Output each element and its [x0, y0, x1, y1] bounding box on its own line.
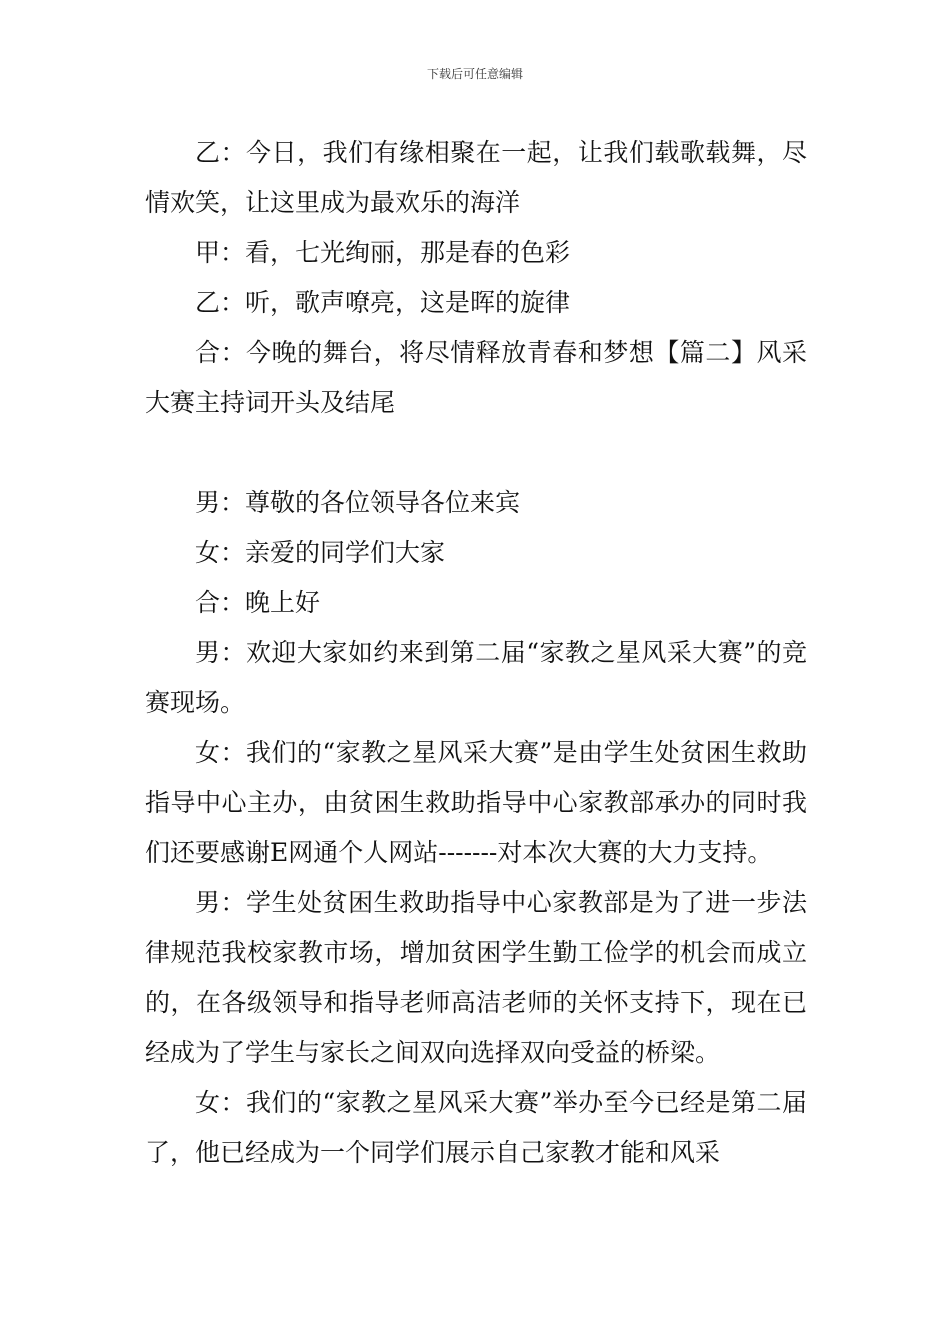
paragraph: 女：亲爱的同学们大家: [195, 538, 446, 567]
paragraph: 女：我们的“家教之星风采大赛”举办至今已经是第二届了，他已经成为一个同学们展示自己家教才能和风采: [145, 1088, 807, 1167]
paragraph: 男：尊敬的各位领导各位来宾: [195, 488, 521, 517]
document-body: [145, 128, 807, 1178]
paragraph: 男：欢迎大家如约来到第二届“家教之星风采大赛”的竞赛现场。: [145, 638, 807, 717]
paragraph: 甲：看，七光绚丽，那是春的色彩: [195, 238, 571, 267]
paragraph: 乙：听，歌声嘹亮，这是晖的旋律: [195, 288, 571, 317]
paragraph: 男：学生处贫困生救助指导中心家教部是为了进一步法律规范我校家教市场，增加贫困学生勤工俭学的机会而成立的，在各级领导和指导老师高洁老师的关怀支持下，现在已经成为了学生与家长之间双向选择双向受益的桥梁。: [145, 888, 807, 1067]
paragraph: 女：我们的“家教之星风采大赛”是由学生处贫困生救助指导中心主办，由贫困生救助指导中心家教部承办的同时我们还要感谢E网通个人网站-------对本次大赛的大力支持。: [145, 738, 807, 867]
paragraph: 合：晚上好: [195, 588, 321, 617]
paragraph: 合：今晚的舞台，将尽情释放青春和梦想【篇二】风采大赛主持词开头及结尾: [145, 338, 807, 417]
paragraph: 乙：今日，我们有缘相聚在一起，让我们载歌载舞，尽情欢笑，让这里成为最欢乐的海洋: [145, 138, 807, 217]
page-header: 下载后可任意编辑: [426, 67, 523, 81]
blank-line: [145, 428, 807, 478]
